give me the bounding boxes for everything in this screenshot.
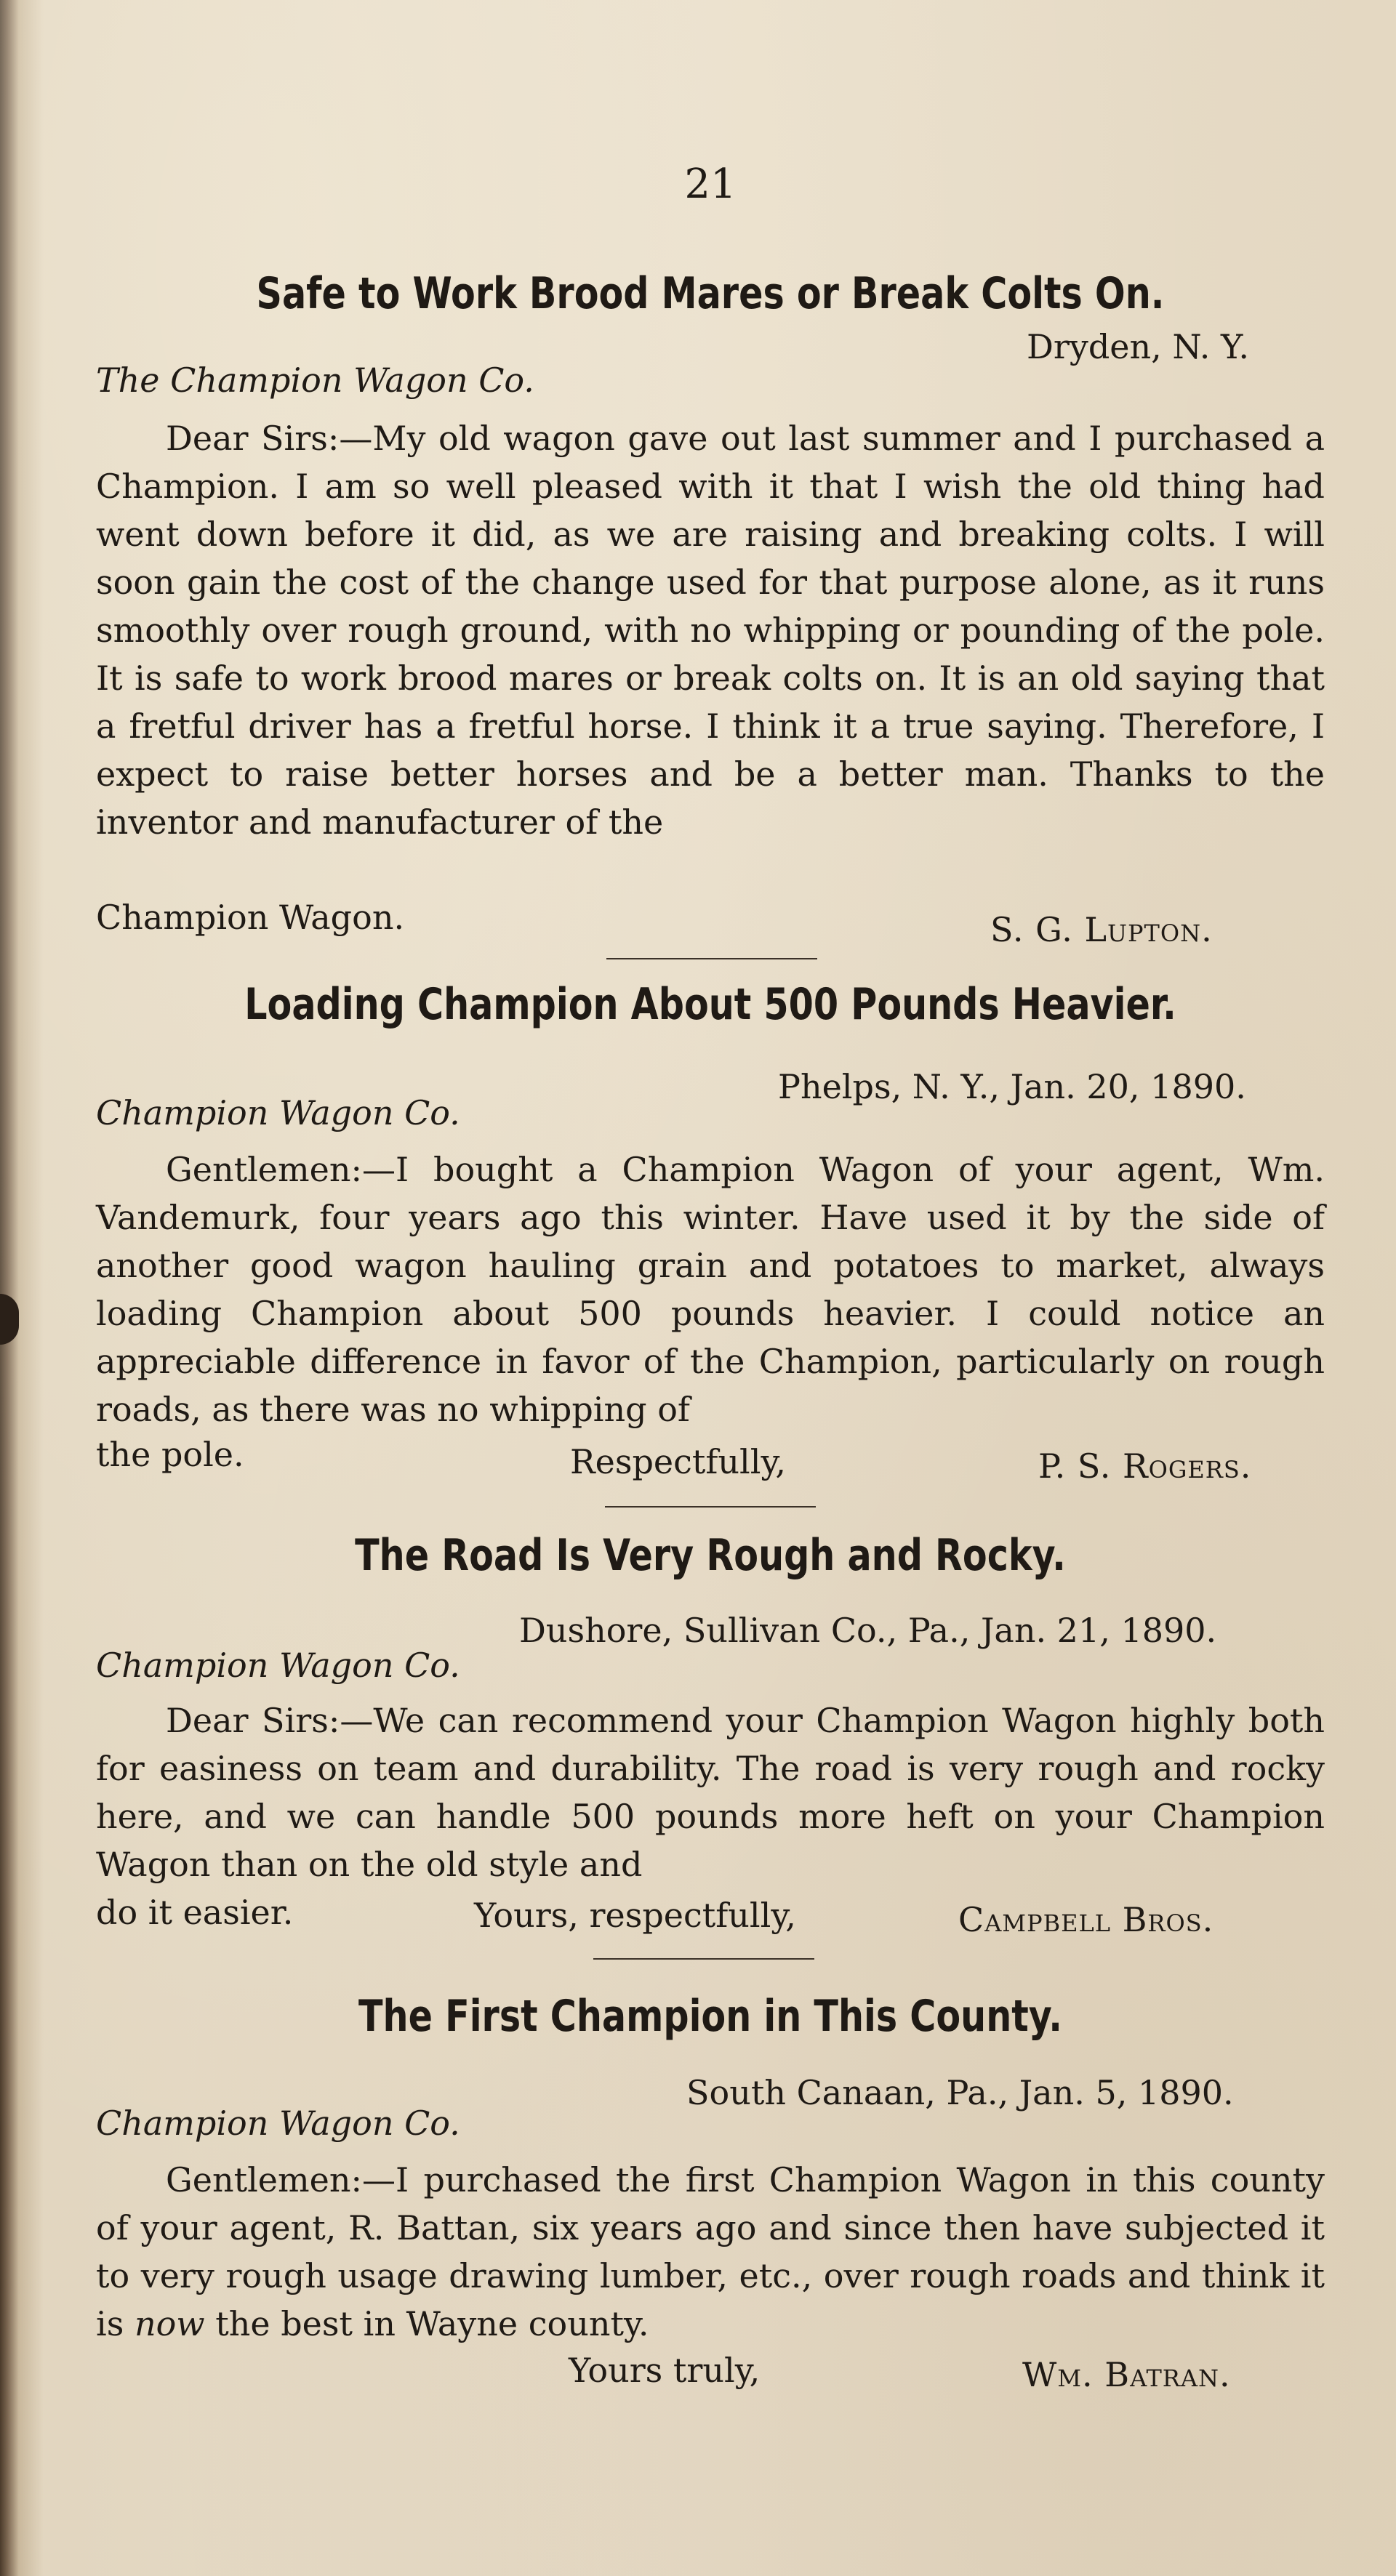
letter-body-3: Dear Sirs:—We can recommend your Champion Wagon highly both for easiness on team and durability. The road is very rough and rocky here, and we can handle 500 pounds more heft on your Champion Wagon than on the old style and bbox=[96, 1701, 1325, 1884]
salutation-4: Champion Wagon Co. bbox=[96, 2104, 460, 2143]
letter-body-4-end: the best in Wayne county. bbox=[215, 2304, 649, 2343]
closing-line-2: the pole. bbox=[96, 1435, 244, 1474]
section-divider-2 bbox=[605, 1506, 816, 1508]
emphasis-now: now bbox=[134, 2304, 205, 2343]
place-date-2: Phelps, N. Y., Jan. 20, 1890. bbox=[778, 1067, 1246, 1106]
complimentary-close-4: Yours truly, bbox=[569, 2351, 761, 2390]
closing-line-3: do it easier. bbox=[96, 1893, 294, 1932]
salutation-3: Champion Wagon Co. bbox=[96, 1646, 460, 1685]
letter-body-4 bbox=[96, 2156, 1325, 2348]
salutation-1: The Champion Wagon Co. bbox=[96, 361, 534, 400]
salutation-2: Champion Wagon Co. bbox=[96, 1093, 460, 1132]
section-divider-3 bbox=[593, 1958, 814, 1960]
binding-mark bbox=[0, 1294, 19, 1345]
place-date-4: South Canaan, Pa., Jan. 5, 1890. bbox=[686, 2073, 1234, 2112]
section-heading-3: The Road Is Very Rough and Rocky. bbox=[355, 1530, 1066, 1581]
section-heading-4: The First Champion in This County. bbox=[358, 1991, 1063, 2042]
section-heading-2: Loading Champion About 500 Pounds Heavier. bbox=[244, 979, 1176, 1030]
signature-3: Campbell Bros. bbox=[958, 1900, 1214, 1939]
section-divider-1 bbox=[606, 958, 817, 959]
complimentary-close-2: Respectfully, bbox=[570, 1442, 786, 1481]
place-date-1: Dryden, N. Y. bbox=[1027, 327, 1250, 366]
place-date-3: Dushore, Sullivan Co., Pa., Jan. 21, 1890. bbox=[519, 1611, 1217, 1650]
signature-2: P. S. Rogers. bbox=[1038, 1446, 1252, 1486]
section-heading-1: Safe to Work Brood Mares or Break Colts On. bbox=[256, 268, 1165, 319]
complimentary-close-3: Yours, respectfully, bbox=[474, 1896, 796, 1935]
signature-1: S. G. Lupton. bbox=[990, 910, 1213, 949]
letter-body-4-text: Gentlemen:—I purchased the first Champion Wagon in this county of your agent, R. Battan, six years ago and since then have subjected it to very rough usage drawing lumber, etc., over rough roads and think it is bbox=[96, 2160, 1325, 2343]
page-number: 21 bbox=[684, 161, 737, 208]
closing-line-1: Champion Wagon. bbox=[96, 898, 405, 937]
signature-4: Wm. Batran. bbox=[1022, 2355, 1231, 2394]
letter-body-2: Gentlemen:—I bought a Champion Wagon of your agent, Wm. Vandemurk, four years ago this winter. Have used it by the side of another good wagon hauling grain and potatoes to market, always loading Champion about 500 pounds heavier. I could notice an appreciable difference in favor of the Champion, particularly on rough roads, as there was no whipping of bbox=[96, 1150, 1325, 1429]
letter-body-1: Dear Sirs:—My old wagon gave out last summer and I purchased a Champion. I am so well pleased with it that I wish the old thing had went down before it did, as we are raising and breaking colts. I will soon gain the cost of the change used for that purpose alone, as it runs smoothly over rough ground, with no whipping or pounding of the pole. It is safe to work brood mares or break colts on. It is an old saying that a fretful driver has a fretful horse. I think it a true saying. Therefore, I expect to raise better horses and be a better man. Thanks to the inventor and manufacturer of the bbox=[96, 419, 1325, 842]
